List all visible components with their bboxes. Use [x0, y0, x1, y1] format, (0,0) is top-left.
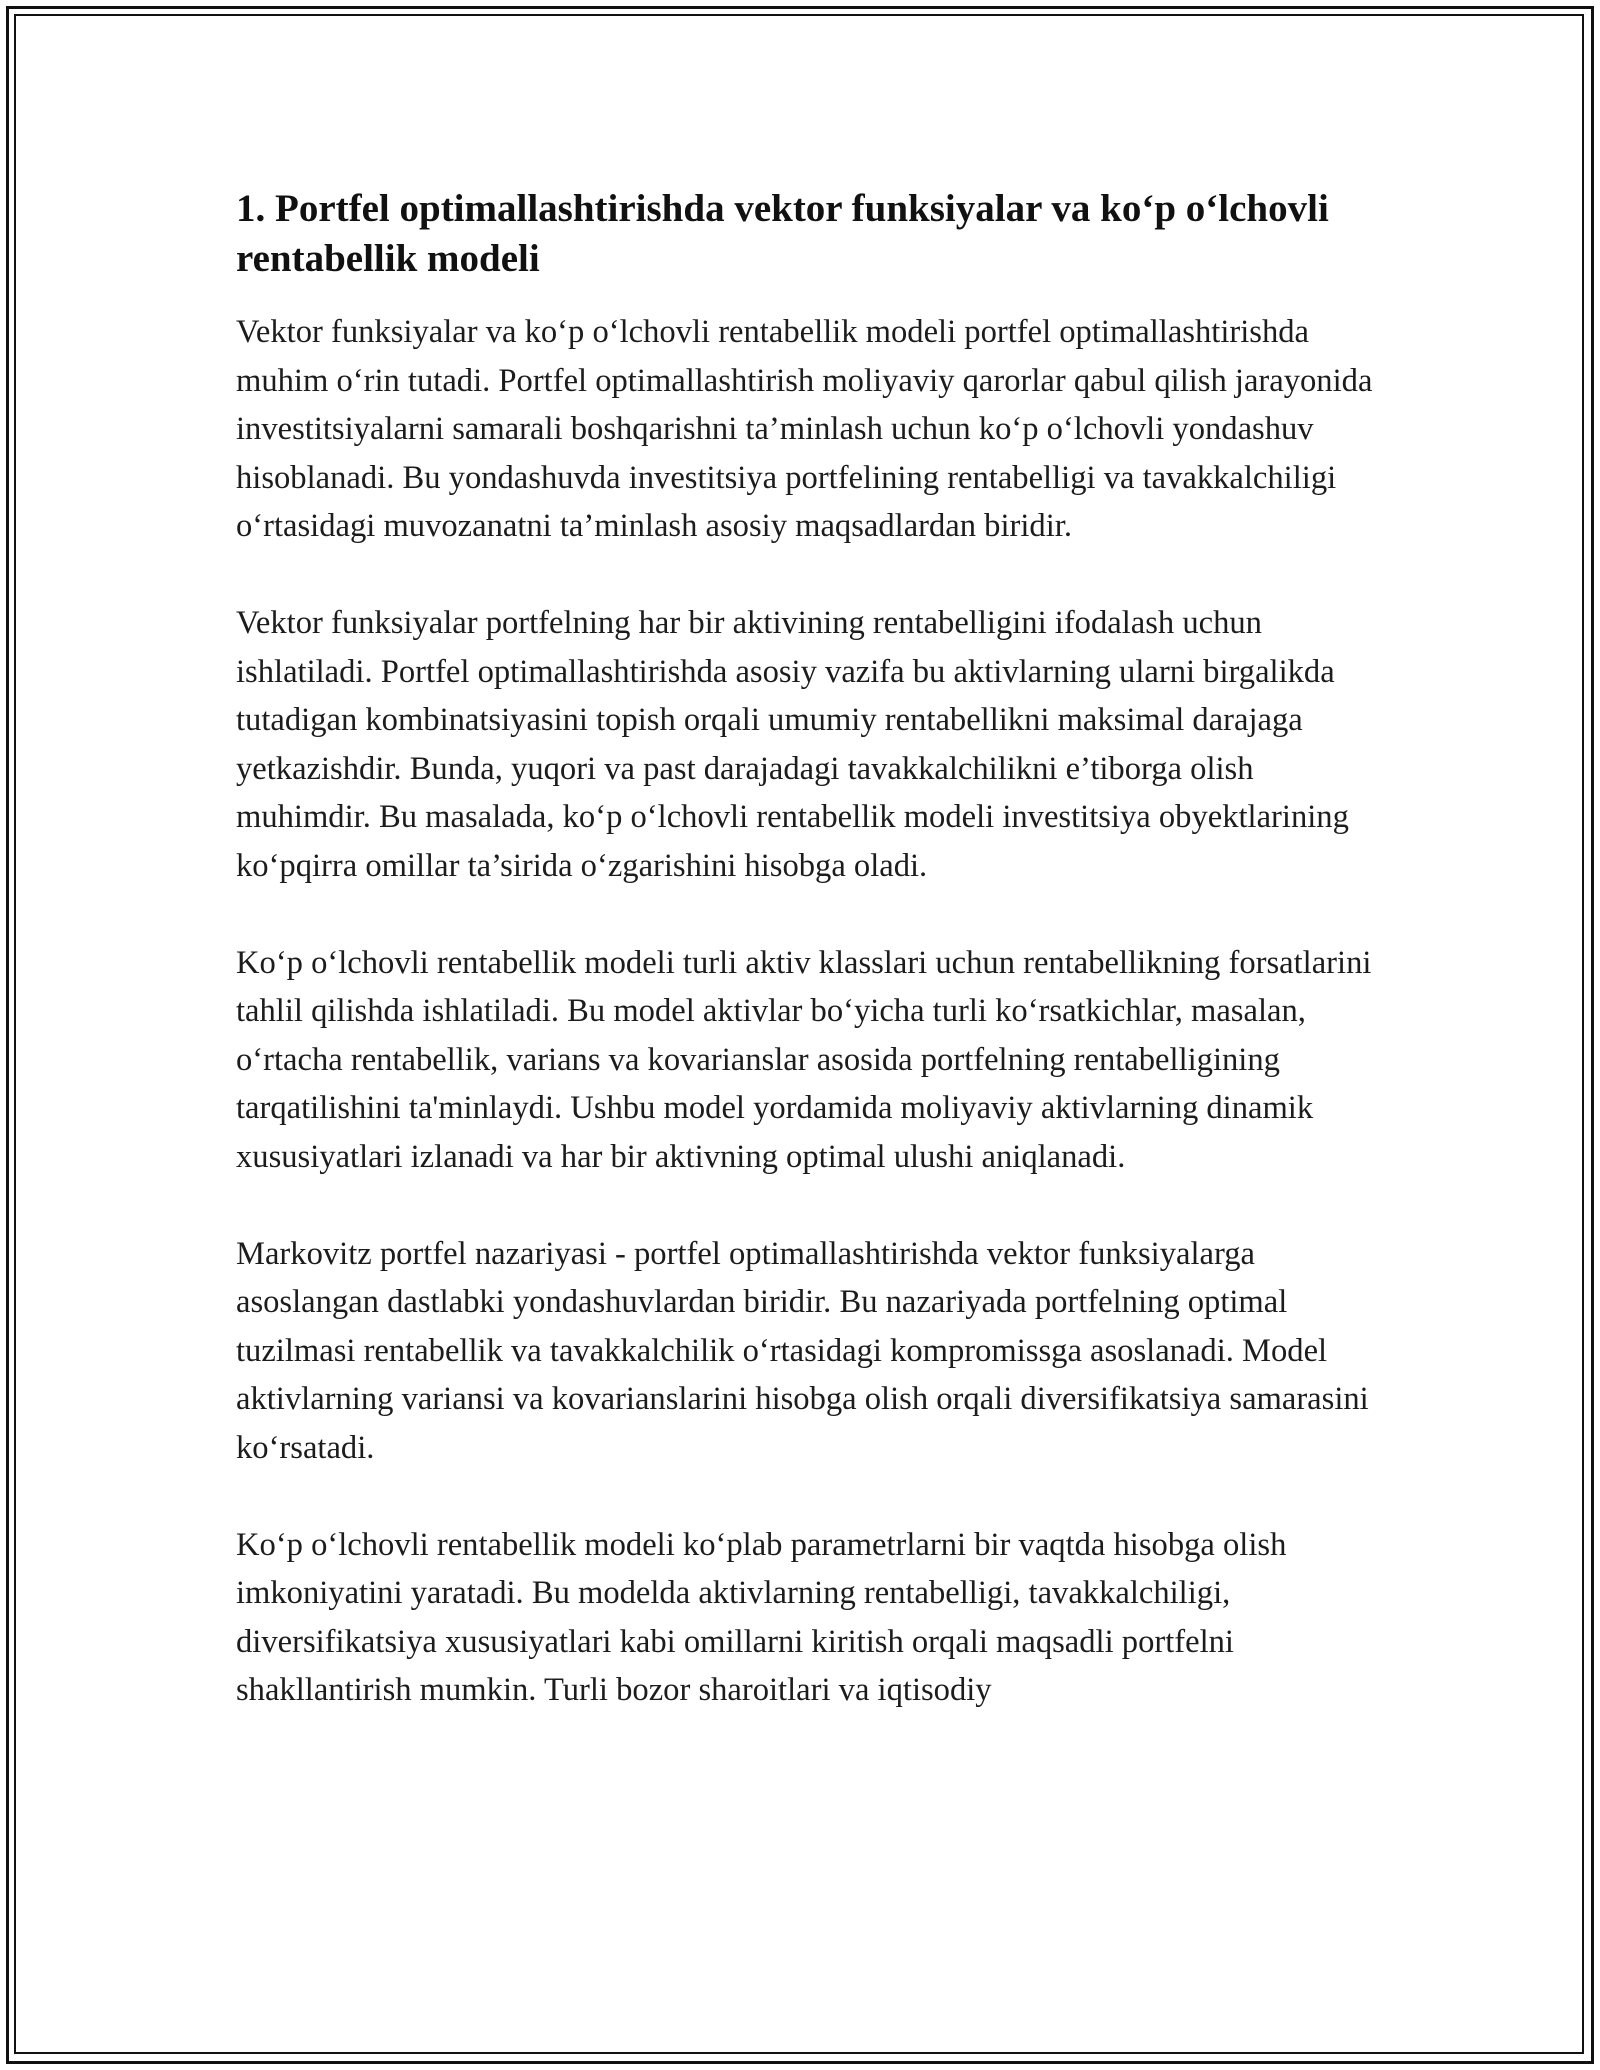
section-heading: 1. Portfel optimallashtirishda vektor funksiyalar va ko‘p o‘lchovli rentabellik modeli	[236, 187, 1329, 280]
paragraph-1: Vektor funksiyalar va ko‘p o‘lchovli rentabellik modeli portfel optimallashtirishda muhim o‘rin tutadi. Portfel optimallashtirish moliyaviy qarorlar qabul qilish jarayonida investitsiyalarni samarali boshqarishni ta’minlash uchun ko‘p o‘lchovli yondashuv hisoblanadi. Bu yondashuvda investitsiya portfelining rentabelligi va tavakkalchiligi o‘rtasidagi muvozanatni ta’minlash asosiy maqsadlardan biridir.	[236, 314, 1373, 544]
document-body	[236, 184, 1376, 1763]
paragraph-4: Markovitz portfel nazariyasi - portfel optimallashtirishda vektor funksiyalarga asoslangan dastlabki yondashuvlardan biridir. Bu nazariyada portfelning optimal tuzilmasi rentabellik va tavakkalchilik o‘rtasidagi kompromissga asoslanadi. Model aktivlarning variansi va kovarianslarini hisobga olish orqali diversifikatsiya samarasini ko‘rsatadi.	[236, 1235, 1369, 1466]
paragraph-5: Ko‘p o‘lchovli rentabellik modeli ko‘plab parametrlarni bir vaqtda hisobga olish imkoniyatini yaratadi. Bu modelda aktivlarning rentabelligi, tavakkalchiligi, diversifikatsiya xususiyatlari kabi omillarni kiritish orqali maqsadli portfelni shakllantirish mumkin. Turli bozor sharoitlari va iqtisodiy	[236, 1526, 1287, 1708]
paragraph-2: Vektor funksiyalar portfelning har bir aktivining rentabelligini ifodalash uchun ishlatiladi. Portfel optimallashtirishda asosiy vazifa bu aktivlarning ularni birgalikda tutadigan kombinatsiyasini topish orqali umumiy rentabellikni maksimal darajaga yetkazishdir. Bunda, yuqori va past darajadagi tavakkalchilikni e’tiborga olish muhimdir. Bu masalada, ko‘p o‘lchovli rentabellik modeli investitsiya obyektlarining ko‘pqirra omillar ta’sirida o‘zgarishini hisobga oladi.	[236, 605, 1349, 884]
paragraph-3: Ko‘p o‘lchovli rentabellik modeli turli aktiv klasslari uchun rentabellikning forsatlarini tahlil qilishda ishlatiladi. Bu model aktivlar bo‘yicha turli ko‘rsatkichlar, masalan, o‘rtacha rentabellik, varians va kovarianslar asosida portfelning rentabelligining tarqatilishini ta'minlaydi. Ushbu model yordamida moliyaviy aktivlarning dinamik xususiyatlari izlanadi va har bir aktivning optimal ulushi aniqlanadi.	[236, 944, 1372, 1175]
